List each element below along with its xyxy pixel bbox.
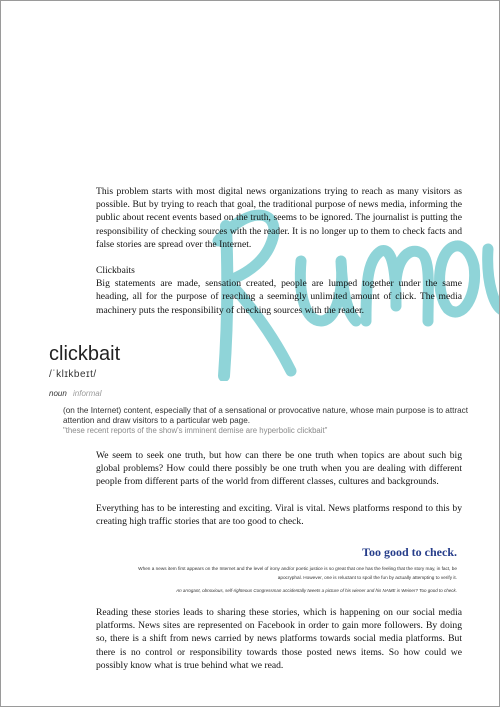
clickbaits-heading: Clickbaits	[96, 265, 135, 277]
definition-word: clickbait	[49, 343, 121, 365]
quote-title: Too good to check.	[362, 545, 457, 559]
intro-paragraph: This problem starts with most digital news organizations trying to reach as many visitors as possible. But by trying to reach that goal, the traditional purpose of news media, informing the public about recent events based on the truth, seems to be ignored. The journalist is putting the responsibility of checking sources with the reader. It is no longer up to them to check facts and false stories are spread over the Internet.	[96, 186, 462, 250]
definition-part-of-speech	[49, 389, 101, 398]
closing-section	[96, 606, 462, 672]
viral-paragraph: Everything has to be interesting and exciting. Viral is vital. News platforms respond to this by creating high traffic stories that are too good to check.	[96, 502, 462, 527]
definition-meaning: (on the Internet) content, especially that of a sensational or provocative nature, whose main purpose is to attract attention and draw visitors to a particular web page.	[63, 406, 469, 425]
quote-text: When a news item first appears on the Internet and the level of irony and/or poetic justice is so great that one has the feeling that the story may, in fact, be apocryphal. However, one is reluctant to spoil the fun by actually attempting to verify it.	[138, 566, 457, 580]
intro-section	[96, 185, 462, 317]
truth-paragraph: We seem to seek one truth, but how can there be one truth when topics are about such big global problems? How could there possibly be one truth when you are dealing with different people from different parts of the world from different classes, cultures and backgrounds.	[96, 450, 462, 488]
definition-example: "these recent reports of the show's imminent demise are hyperbolic clickbait"	[63, 426, 328, 435]
truth-section	[96, 449, 462, 528]
closing-paragraph: Reading these stories leads to sharing these stories, which is happening on our social media platforms. News sites are represented on Facebook in order to gain more followers. By doing so, there is a shift from news carried by news platforms towards social media platforms. But there is no control or responsibility towards those posted news items. So how could we possibly know what is true behind what we read.	[96, 607, 462, 671]
register-label: informal	[73, 389, 102, 398]
part-of-speech: noun	[49, 389, 67, 398]
quote-example: An arrogant, obnoxious, self-righteous Congressman accidentally tweets a picture of his wiener and his NAME is Weiner? Too good to check.	[176, 588, 457, 593]
clickbaits-paragraph: Big statements are made, sensation created, people are lumped together under the same heading, all for the purpose of reaching a seemingly unlimited amount of click. The media machinery puts the responsibility of checking sources with the reader.	[96, 278, 462, 316]
definition-pronunciation: /ˈklɪkbeɪt/	[49, 369, 97, 380]
